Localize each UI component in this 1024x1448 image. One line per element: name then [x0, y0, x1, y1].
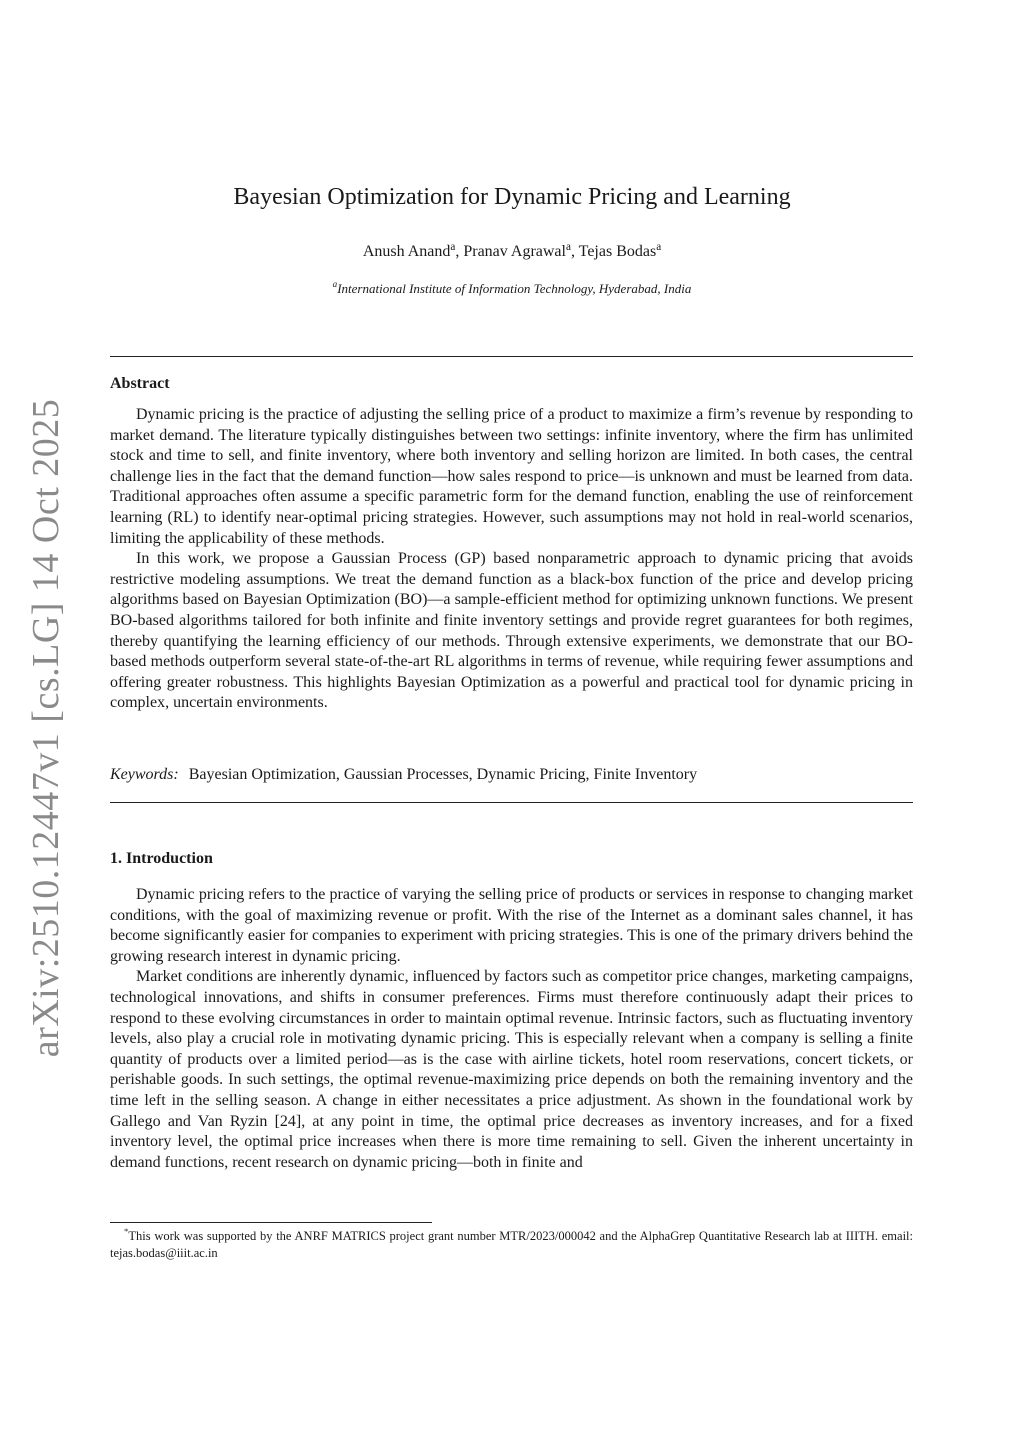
- author-name: Pranav Agrawal: [463, 243, 566, 260]
- introduction-paragraph: Market conditions are inherently dynamic, influenced by factors such as competitor price changes, marketing campaigns, technological innovations, and shifts in consumer preferences. Firms must therefore continuously adapt their prices to respond to these evolving circumstances in order to maintain optimal revenue. Intrinsic factors, such as fluctuating inventory levels, also play a crucial role in motivating dynamic pricing. This is especially relevant when a company is selling a finite quantity of products over a limited period—as is the case with airline tickets, hotel room reservations, concert tickets, or perishable goods. In such settings, the optimal revenue-maximizing price depends on both the remaining inventory and the time left in the selling season. A change in either necessitates a price adjustment. As shown in the foundational work by Gallego and Van Ryzin [24], at any point in time, the optimal price decreases as inventory increases, and for a fixed inventory level, the optimal price increases when there is more time remaining to sell. Given the inherent uncertainty in demand functions, recent research on dynamic pricing—both in finite and: [110, 968, 913, 1171]
- author-separator: ,: [455, 243, 464, 260]
- abstract-paragraph: In this work, we propose a Gaussian Process (GP) based nonparametric approach to dynamic pricing that avoids restrictive modeling assumptions. We treat the demand function as a black-box function of the price and develop pricing algorithms based on Bayesian Optimization (BO)—a sample-efficient method for optimizing unknown functions. We present BO-based algorithms tailored for both infinite and finite inventory settings and provide regret guarantees for both regimes, thereby quantifying the learning efficiency of our methods. Through extensive experiments, we demonstrate that our BO-based methods outperform several state-of-the-art RL algorithms in terms of revenue, while requiring fewer assumptions and offering greater robustness. This highlights Bayesian Optimization as a powerful and practical tool for dynamic pricing in complex, uncertain environments.: [110, 550, 913, 712]
- footnote: [110, 1228, 913, 1262]
- author-name: Tejas Bodas: [578, 243, 657, 260]
- abstract-paragraph: Dynamic pricing is the practice of adjusting the selling price of a product to maximize a firm’s revenue by responding to market demand. The literature typically distinguishes between two settings: infinite inventory, where the firm has unlimited stock and time to sell, and finite inventory, where both inventory and selling horizon are limited. In both cases, the central challenge lies in the fact that the demand function—how sales respond to price—is unknown and must be learned from data. Traditional approaches often assume a specific parametric form for the demand function, enabling the use of reinforcement learning (RL) to identify near-optimal pricing strategies. However, such assumptions may not hold in real-world scenarios, limiting the applicability of these methods.: [110, 406, 913, 547]
- introduction-paragraph: Dynamic pricing refers to the practice of varying the selling price of products or services in response to changing market conditions, with the goal of maximizing revenue or profit. With the rise of the Internet as a dominant sales channel, it has become significantly easier for companies to experiment with pricing strategies. This is one of the primary drivers behind the growing research interest in dynamic pricing.: [110, 886, 913, 965]
- introduction-body: [110, 885, 913, 1173]
- keywords: [110, 766, 913, 784]
- footnote-mark: *: [124, 1226, 129, 1236]
- abstract-body: [110, 405, 913, 714]
- arxiv-identifier-stamp: arXiv:2510.12447v1 [cs.LG] 14 Oct 2025: [25, 398, 67, 1058]
- paper-title: Bayesian Optimization for Dynamic Pricing and Learning: [233, 184, 791, 210]
- author-separator: ,: [570, 243, 579, 260]
- introduction-heading: 1. Introduction: [110, 850, 213, 867]
- affiliation-mark: a: [656, 241, 662, 253]
- abstract-heading: Abstract: [110, 375, 170, 392]
- keywords-label: Keywords:: [110, 766, 179, 783]
- footnote-text: This work was supported by the ANRF MATRICS project grant number MTR/2023/000042 and the AlphaGrep Quantitative Research lab at IIITH. email: tejas.bodas@iiit.ac.in: [110, 1229, 913, 1260]
- keywords-text: Bayesian Optimization, Gaussian Processes, Dynamic Pricing, Finite Inventory: [188, 766, 698, 783]
- affiliation-mark: a: [332, 279, 338, 289]
- affiliation-mark: a: [450, 241, 456, 253]
- affiliation: [0, 281, 1024, 297]
- footnote-rule: [110, 1222, 432, 1223]
- author-name: Anush Anand: [362, 243, 451, 260]
- abstract-bottom-rule: [110, 802, 913, 803]
- affiliation-mark: a: [565, 241, 571, 253]
- affiliation-text: International Institute of Information Technology, Hyderabad, India: [337, 281, 692, 296]
- abstract-top-rule: [110, 356, 913, 357]
- author-list: [0, 243, 1024, 261]
